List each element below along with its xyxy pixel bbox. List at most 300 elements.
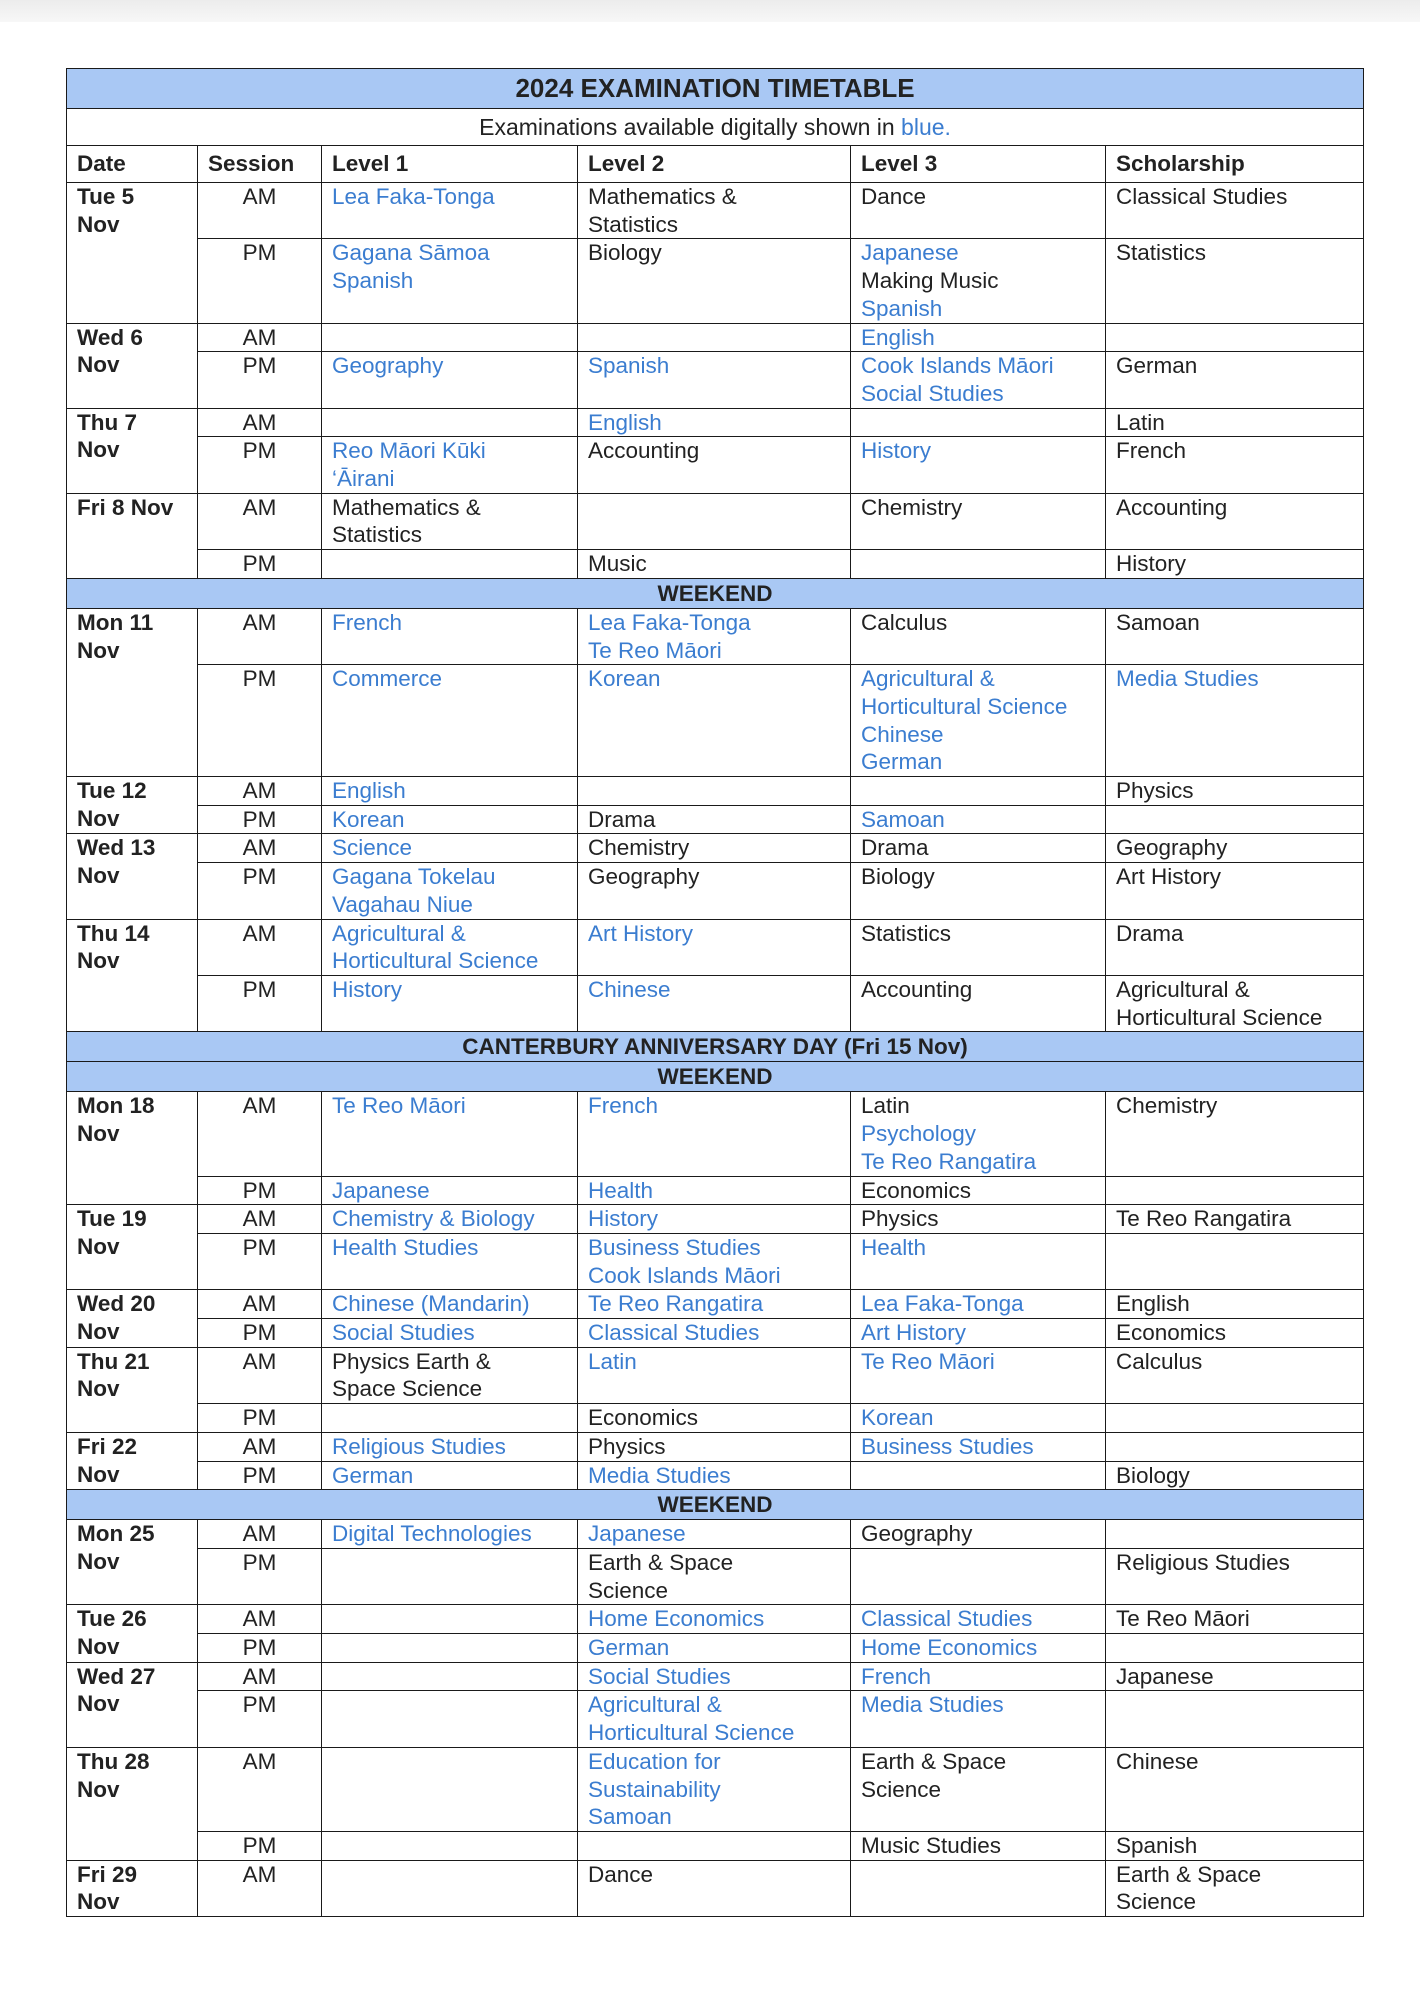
session-row: [67, 805, 1364, 834]
band-row: [67, 1032, 1364, 1062]
band-label: WEEKEND: [67, 578, 1364, 608]
level-2-cell: [578, 1860, 851, 1916]
session-row: [67, 1319, 1364, 1348]
exam-subject: Accounting: [861, 976, 973, 1002]
level-2-cell: [578, 1634, 851, 1663]
date-cell: [67, 919, 198, 1032]
exam-subject: German: [1116, 353, 1198, 379]
scholarship-cell: [1106, 1347, 1364, 1403]
digital-exam-subject: Te Reo Rangatira: [588, 1291, 764, 1317]
level-2-cell: [578, 1605, 851, 1634]
level-1-cell: [322, 834, 578, 863]
session-cell: AM: [198, 608, 322, 664]
level-1-cell: [322, 1432, 578, 1461]
level-3-cell: [851, 1432, 1106, 1461]
scholarship-cell: [1106, 352, 1364, 408]
header-scholarship: Scholarship: [1106, 146, 1364, 183]
exam-subject: Economics: [1116, 1320, 1227, 1346]
date-line: Nov: [77, 1461, 120, 1487]
header-level-1: Level 1: [322, 146, 578, 183]
level-2-cell: [578, 975, 851, 1031]
level-2-cell: [578, 1548, 851, 1604]
digital-exam-subject: Science: [332, 835, 413, 861]
date-line: Tue 26: [77, 1606, 147, 1632]
session-row: [67, 1520, 1364, 1549]
level-2-cell: [578, 408, 851, 437]
digital-exam-subject: English: [861, 324, 935, 350]
exam-subject: Chinese: [1116, 1748, 1199, 1774]
digital-exam-subject: Chemistry & Biology: [332, 1206, 535, 1232]
level-1-cell: [322, 1176, 578, 1205]
date-line: Nov: [77, 1776, 120, 1802]
session-row: [67, 183, 1364, 239]
level-3-cell: [851, 608, 1106, 664]
level-1-cell: [322, 805, 578, 834]
digital-exam-subject: Health Studies: [332, 1234, 479, 1260]
exam-subject: History: [1116, 551, 1187, 577]
session-cell: AM: [198, 777, 322, 806]
digital-exam-subject: Geography: [332, 353, 444, 379]
level-1-cell: [322, 239, 578, 323]
band-label: WEEKEND: [67, 1062, 1364, 1092]
session-cell: AM: [198, 1520, 322, 1549]
digital-exam-subject: Digital Technologies: [332, 1521, 532, 1547]
level-2-cell: [578, 1691, 851, 1747]
exam-subject: Mathematics &: [588, 184, 737, 209]
level-2-cell: [578, 1432, 851, 1461]
exam-subject: English: [1116, 1291, 1190, 1317]
session-row: [67, 919, 1364, 975]
subtitle-highlight: blue.: [901, 114, 951, 140]
level-2-cell: [578, 1092, 851, 1176]
date-line: Nov: [77, 948, 120, 974]
session-row: [67, 1831, 1364, 1860]
date-line: Wed 6: [77, 324, 143, 350]
digital-exam-subject: Agricultural &: [861, 666, 995, 692]
level-3-cell: [851, 1605, 1106, 1634]
scholarship-cell: [1106, 863, 1364, 919]
session-cell: AM: [198, 1662, 322, 1691]
exam-subject: Earth & Space: [861, 1748, 1007, 1774]
level-2-cell: [578, 1347, 851, 1403]
exam-subject: Mathematics &: [332, 494, 481, 520]
date-cell: [67, 1347, 198, 1432]
scholarship-cell: [1106, 408, 1364, 437]
examination-timetable: [66, 68, 1364, 1917]
session-row: [67, 352, 1364, 408]
digital-exam-subject: Latin: [588, 1348, 637, 1374]
session-row: [67, 608, 1364, 664]
session-cell: AM: [198, 183, 322, 239]
level-2-cell: [578, 1233, 851, 1289]
level-1-cell: [322, 1831, 578, 1860]
scholarship-cell: [1106, 239, 1364, 323]
level-3-cell: [851, 1747, 1106, 1831]
digital-exam-subject: Social Studies: [332, 1320, 475, 1346]
digital-exam-subject: History: [861, 438, 932, 464]
level-3-cell: [851, 437, 1106, 493]
session-row: [67, 1290, 1364, 1319]
session-cell: PM: [198, 665, 322, 777]
date-cell: [67, 493, 198, 578]
digital-exam-subject: Japanese: [332, 1177, 430, 1203]
scholarship-cell: [1106, 183, 1364, 239]
session-row: [67, 408, 1364, 437]
session-cell: PM: [198, 1176, 322, 1205]
date-line: Mon 18: [77, 1093, 155, 1119]
session-cell: AM: [198, 1747, 322, 1831]
exam-subject: Physics: [861, 1206, 939, 1232]
digital-exam-subject: Art History: [588, 920, 694, 946]
date-line: Tue 12: [77, 778, 147, 804]
date-line: Nov: [77, 1691, 120, 1717]
exam-subject: Science: [861, 1776, 942, 1802]
session-row: [67, 1347, 1364, 1403]
session-row: [67, 863, 1364, 919]
exam-subject: Drama: [588, 806, 656, 832]
scholarship-cell: [1106, 1634, 1364, 1663]
digital-exam-subject: Commerce: [332, 666, 443, 692]
date-line: Thu 14: [77, 920, 150, 946]
level-3-cell: [851, 1662, 1106, 1691]
date-cell: [67, 1205, 198, 1290]
digital-exam-subject: Business Studies: [861, 1433, 1034, 1459]
exam-subject: Biology: [588, 240, 662, 266]
digital-exam-subject: Korean: [588, 666, 661, 692]
scholarship-cell: [1106, 1176, 1364, 1205]
session-cell: PM: [198, 1461, 322, 1490]
date-line: Wed 27: [77, 1663, 156, 1689]
level-3-cell: [851, 352, 1106, 408]
session-row: [67, 1747, 1364, 1831]
level-2-cell: [578, 919, 851, 975]
session-cell: AM: [198, 1205, 322, 1234]
scholarship-cell: [1106, 665, 1364, 777]
exam-subject: Te Reo Rangatira: [1116, 1206, 1292, 1232]
level-1-cell: [322, 1290, 578, 1319]
session-row: [67, 1432, 1364, 1461]
digital-exam-subject: Reo Māori Kūki: [332, 438, 486, 464]
date-line: Nov: [77, 1121, 120, 1147]
exam-subject: Accounting: [1116, 494, 1228, 520]
session-row: [67, 1548, 1364, 1604]
session-cell: AM: [198, 1605, 322, 1634]
exam-subject: Music Studies: [861, 1832, 1002, 1858]
session-row: [67, 1662, 1364, 1691]
session-row: [67, 437, 1364, 493]
exam-subject: Japanese: [1116, 1663, 1214, 1689]
digital-exam-subject: ‘Āirani: [332, 466, 395, 492]
session-cell: PM: [198, 352, 322, 408]
scholarship-cell: [1106, 1747, 1364, 1831]
date-line: Fri 22: [77, 1433, 138, 1459]
digital-exam-subject: Korean: [861, 1405, 934, 1431]
exam-subject: Physics Earth &: [332, 1348, 491, 1374]
scholarship-cell: [1106, 1205, 1364, 1234]
exam-subject: Calculus: [1116, 1348, 1203, 1374]
scholarship-cell: [1106, 1404, 1364, 1433]
digital-exam-subject: German: [861, 749, 943, 775]
level-2-cell: [578, 834, 851, 863]
date-cell: [67, 1747, 198, 1860]
session-cell: AM: [198, 493, 322, 549]
level-1-cell: [322, 1520, 578, 1549]
exam-subject: French: [1116, 438, 1187, 464]
exam-subject: Science: [1116, 1889, 1197, 1915]
digital-exam-subject: Media Studies: [1116, 666, 1259, 692]
header-date: Date: [67, 146, 198, 183]
level-3-cell: [851, 239, 1106, 323]
session-cell: AM: [198, 408, 322, 437]
digital-exam-subject: Japanese: [861, 240, 959, 266]
digital-exam-subject: Te Reo Rangatira: [861, 1148, 1037, 1174]
title-row: [67, 69, 1364, 109]
date-line: Nov: [77, 1634, 120, 1660]
level-2-cell: [578, 437, 851, 493]
date-cell: [67, 1520, 198, 1605]
date-cell: [67, 408, 198, 493]
date-cell: [67, 1092, 198, 1205]
level-3-cell: [851, 919, 1106, 975]
digital-exam-subject: English: [588, 409, 662, 435]
level-1-cell: [322, 608, 578, 664]
level-3-cell: [851, 1092, 1106, 1176]
session-cell: AM: [198, 1860, 322, 1916]
digital-exam-subject: Vagahau Niue: [332, 891, 473, 917]
scholarship-cell: [1106, 805, 1364, 834]
session-cell: PM: [198, 437, 322, 493]
session-cell: PM: [198, 1233, 322, 1289]
level-2-cell: [578, 1205, 851, 1234]
date-line: Nov: [77, 1376, 120, 1402]
exam-subject: Latin: [1116, 409, 1165, 435]
level-2-cell: [578, 1176, 851, 1205]
level-1-cell: [322, 1404, 578, 1433]
level-3-cell: [851, 1319, 1106, 1348]
level-2-cell: [578, 1461, 851, 1490]
level-2-cell: [578, 805, 851, 834]
level-2-cell: [578, 352, 851, 408]
level-2-cell: [578, 1662, 851, 1691]
level-1-cell: [322, 323, 578, 352]
level-1-cell: [322, 493, 578, 549]
date-line: Nov: [77, 211, 120, 237]
session-cell: AM: [198, 1432, 322, 1461]
digital-exam-subject: Lea Faka-Tonga: [861, 1291, 1024, 1317]
digital-exam-subject: Horticultural Science: [861, 693, 1068, 719]
session-cell: AM: [198, 834, 322, 863]
level-2-cell: [578, 1404, 851, 1433]
scholarship-cell: [1106, 975, 1364, 1031]
session-row: [67, 665, 1364, 777]
scholarship-cell: [1106, 919, 1364, 975]
exam-subject: Drama: [861, 835, 929, 861]
level-2-cell: [578, 863, 851, 919]
level-1-cell: [322, 437, 578, 493]
level-1-cell: [322, 1605, 578, 1634]
scholarship-cell: [1106, 1520, 1364, 1549]
session-row: [67, 834, 1364, 863]
level-1-cell: [322, 183, 578, 239]
exam-subject: Geography: [588, 864, 700, 890]
scholarship-cell: [1106, 1233, 1364, 1289]
exam-subject: Agricultural &: [1116, 976, 1250, 1002]
exam-subject: Space Science: [332, 1376, 483, 1402]
date-cell: [67, 1432, 198, 1489]
exam-subject: Economics: [588, 1405, 699, 1431]
digital-exam-subject: History: [588, 1206, 659, 1232]
scholarship-cell: [1106, 1548, 1364, 1604]
level-3-cell: [851, 493, 1106, 549]
digital-exam-subject: Te Reo Māori: [332, 1093, 466, 1119]
level-3-cell: [851, 1860, 1106, 1916]
session-row: [67, 975, 1364, 1031]
exam-subject: Chemistry: [861, 494, 963, 520]
digital-exam-subject: Japanese: [588, 1521, 686, 1547]
level-1-cell: [322, 975, 578, 1031]
level-3-cell: [851, 777, 1106, 806]
level-1-cell: [322, 1461, 578, 1490]
date-line: Wed 13: [77, 835, 156, 861]
header-row: [67, 146, 1364, 183]
level-1-cell: [322, 665, 578, 777]
level-3-cell: [851, 1520, 1106, 1549]
scholarship-cell: [1106, 1290, 1364, 1319]
level-1-cell: [322, 1319, 578, 1348]
digital-exam-subject: Korean: [332, 806, 405, 832]
session-cell: PM: [198, 1404, 322, 1433]
exam-subject: Science: [588, 1577, 669, 1603]
session-cell: PM: [198, 1548, 322, 1604]
digital-exam-subject: Religious Studies: [332, 1433, 506, 1459]
session-cell: PM: [198, 863, 322, 919]
session-row: [67, 550, 1364, 579]
date-line: Nov: [77, 437, 120, 463]
exam-subject: Statistics: [1116, 240, 1207, 266]
date-line: Nov: [77, 1889, 120, 1915]
date-cell: [67, 1605, 198, 1662]
exam-subject: Music: [588, 551, 647, 577]
date-cell: [67, 1662, 198, 1747]
digital-exam-subject: Cook Islands Māori: [861, 353, 1054, 379]
digital-exam-subject: Te Reo Māori: [588, 637, 722, 663]
session-cell: PM: [198, 805, 322, 834]
digital-exam-subject: Sustainability: [588, 1776, 721, 1802]
level-3-cell: [851, 1831, 1106, 1860]
exam-subject: Spanish: [1116, 1832, 1198, 1858]
header-level-2: Level 2: [578, 146, 851, 183]
exam-subject: Drama: [1116, 920, 1184, 946]
exam-subject: Chemistry: [588, 835, 690, 861]
header-level-3: Level 3: [851, 146, 1106, 183]
level-3-cell: [851, 183, 1106, 239]
session-cell: PM: [198, 1319, 322, 1348]
digital-exam-subject: Health: [588, 1177, 654, 1203]
level-3-cell: [851, 1691, 1106, 1747]
date-line: Mon 11: [77, 609, 154, 635]
exam-subject: Calculus: [861, 609, 948, 635]
band-label: WEEKEND: [67, 1490, 1364, 1520]
level-2-cell: [578, 777, 851, 806]
digital-exam-subject: Home Economics: [861, 1635, 1038, 1661]
digital-exam-subject: English: [332, 778, 406, 804]
date-line: Fri 8 Nov: [77, 494, 174, 520]
exam-subject: Classical Studies: [1116, 184, 1288, 209]
date-cell: [67, 1290, 198, 1347]
date-cell: [67, 1860, 198, 1916]
level-1-cell: [322, 1860, 578, 1916]
session-cell: AM: [198, 919, 322, 975]
level-3-cell: [851, 1347, 1106, 1403]
date-line: Fri 29: [77, 1861, 138, 1887]
date-line: Nov: [77, 637, 120, 663]
date-cell: [67, 777, 198, 834]
session-row: [67, 1634, 1364, 1663]
digital-exam-subject: Gagana Sāmoa: [332, 240, 490, 266]
level-2-cell: [578, 608, 851, 664]
scholarship-cell: [1106, 1461, 1364, 1490]
session-cell: PM: [198, 239, 322, 323]
level-1-cell: [322, 1662, 578, 1691]
level-2-cell: [578, 1747, 851, 1831]
level-3-cell: [851, 805, 1106, 834]
level-1-cell: [322, 1548, 578, 1604]
date-line: Thu 7: [77, 409, 137, 435]
level-2-cell: [578, 493, 851, 549]
digital-exam-subject: Spanish: [332, 268, 414, 294]
level-2-cell: [578, 550, 851, 579]
scholarship-cell: [1106, 1691, 1364, 1747]
digital-exam-subject: Media Studies: [861, 1692, 1004, 1718]
level-3-cell: [851, 550, 1106, 579]
exam-subject: Chemistry: [1116, 1093, 1218, 1119]
session-cell: AM: [198, 1092, 322, 1176]
scholarship-cell: [1106, 608, 1364, 664]
scholarship-cell: [1106, 1662, 1364, 1691]
level-1-cell: [322, 1205, 578, 1234]
level-3-cell: [851, 1634, 1106, 1663]
date-line: Nov: [77, 805, 120, 831]
level-1-cell: [322, 550, 578, 579]
digital-exam-subject: Psychology: [861, 1121, 977, 1147]
scholarship-cell: [1106, 550, 1364, 579]
digital-exam-subject: Art History: [861, 1320, 967, 1346]
level-3-cell: [851, 1548, 1106, 1604]
level-1-cell: [322, 1092, 578, 1176]
scholarship-cell: [1106, 1092, 1364, 1176]
session-row: [67, 239, 1364, 323]
level-1-cell: [322, 1691, 578, 1747]
exam-subject: Te Reo Māori: [1116, 1606, 1250, 1632]
level-2-cell: [578, 1520, 851, 1549]
exam-subject: Dance: [588, 1861, 654, 1887]
level-2-cell: [578, 183, 851, 239]
exam-subject: Statistics: [861, 920, 952, 946]
digital-exam-subject: Horticultural Science: [588, 1720, 795, 1746]
digital-exam-subject: Business Studies: [588, 1234, 761, 1260]
digital-exam-subject: Health: [861, 1234, 927, 1260]
exam-subject: Economics: [861, 1177, 972, 1203]
date-line: Tue 19: [77, 1206, 147, 1232]
digital-exam-subject: Samoan: [588, 1804, 672, 1830]
date-cell: [67, 183, 198, 324]
level-3-cell: [851, 1176, 1106, 1205]
digital-exam-subject: French: [861, 1663, 932, 1689]
level-3-cell: [851, 1461, 1106, 1490]
exam-subject: Statistics: [588, 211, 679, 237]
exam-subject: Geography: [861, 1521, 973, 1547]
exam-subject: Religious Studies: [1116, 1549, 1290, 1575]
